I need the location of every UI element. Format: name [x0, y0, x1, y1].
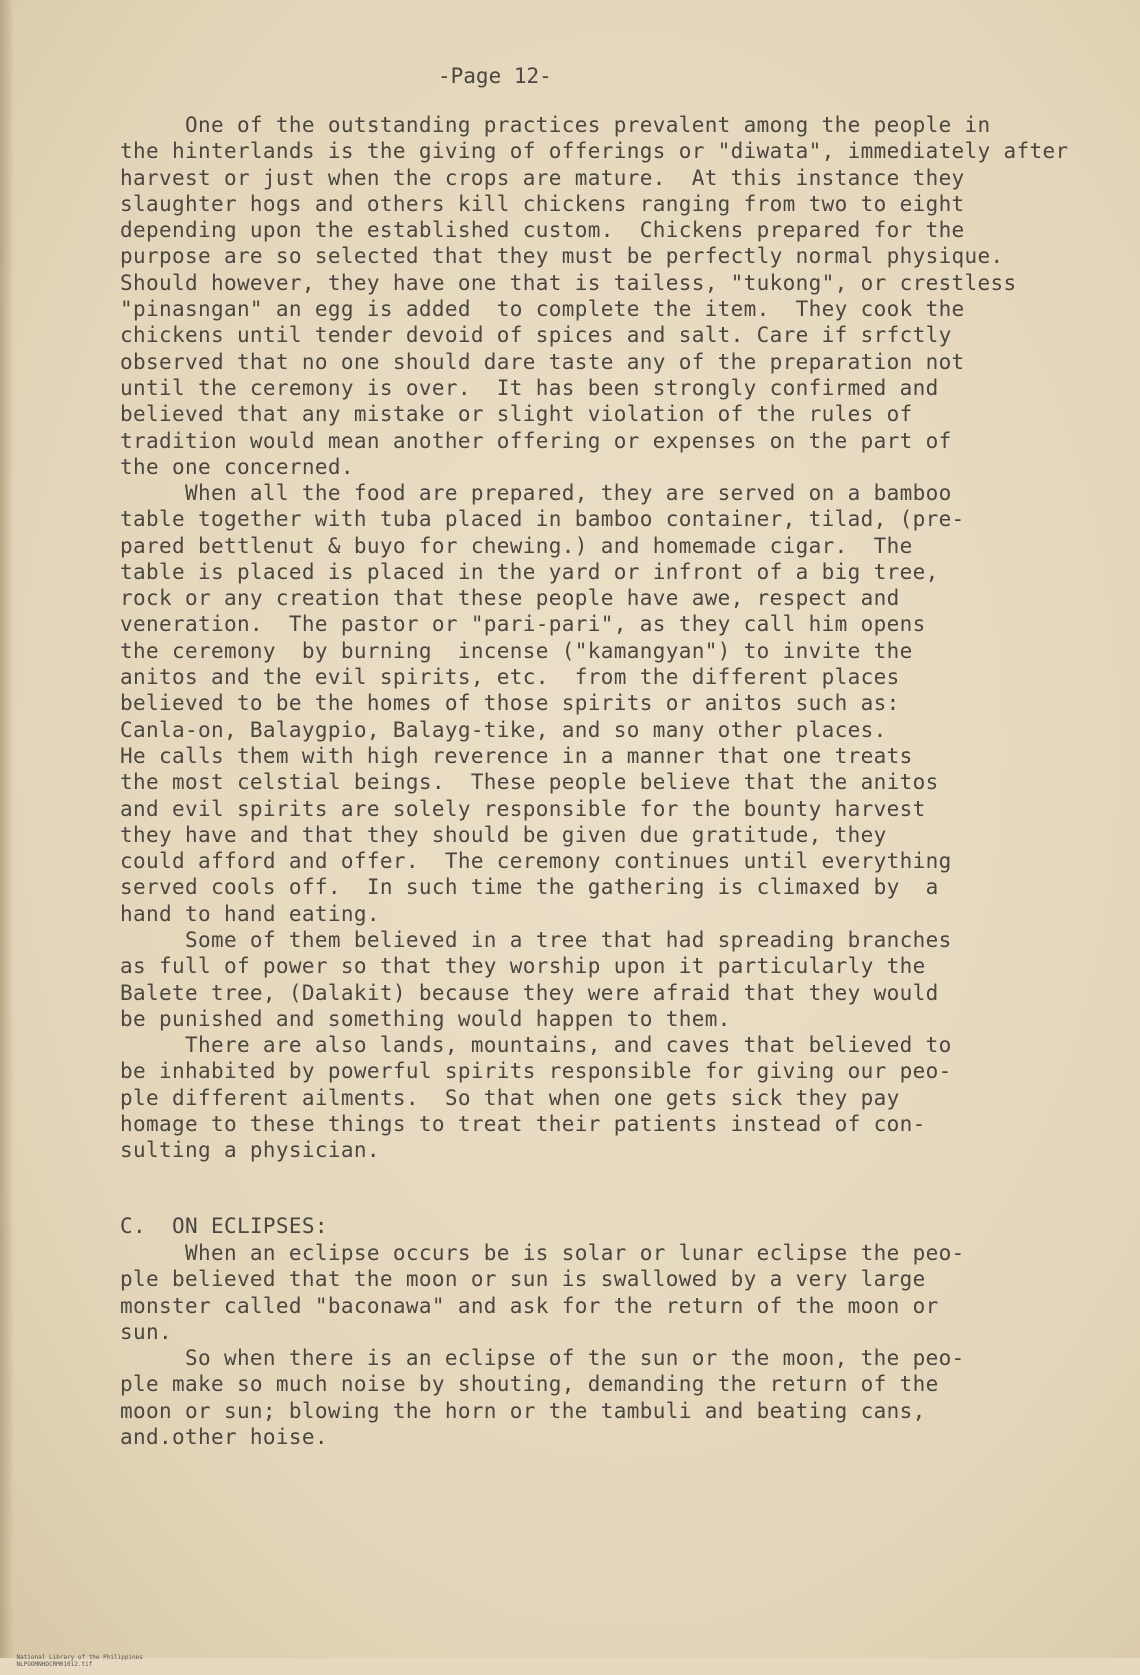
text-line: could afford and offer. The ceremony continues until everything: [120, 849, 952, 874]
paragraph-eclipse-noise: [120, 1345, 965, 1450]
text-line: ple believed that the moon or sun is swallowed by a very large: [120, 1267, 926, 1292]
text-line: slaughter hogs and others kill chickens ranging from two to eight: [120, 191, 965, 216]
text-line: monster called "baconawa" and ask for the return of the moon or: [120, 1293, 939, 1318]
text-line: the most celstial beings. These people believe that the anitos: [120, 770, 939, 795]
paragraph-spirits: [120, 1032, 952, 1163]
text-line: purpose are so selected that they must be perfectly normal physique.: [120, 244, 1004, 269]
scan-footer: [2, 1647, 165, 1675]
text-line: table together with tuba placed in bamboo container, tilad, (pre-: [120, 507, 965, 532]
text-line: depending upon the established custom. Chickens prepared for the: [120, 218, 965, 243]
text-line: served cools off. In such time the gathering is climaxed by a: [120, 875, 939, 900]
text-line: He calls them with high reverence in a manner that one treats: [120, 743, 913, 768]
page-edge-shadow: [0, 0, 14, 1658]
footer-file-id: NLPOOMNHDCRM01012.tif: [16, 1661, 93, 1668]
footer-library: National Library of the Philippines: [16, 1654, 143, 1661]
text-line: "pinasngan" an egg is added to complete the item. They cook the: [120, 297, 965, 322]
text-line: believed that any mistake or slight violation of the rules of: [120, 402, 913, 427]
text-line: the hinterlands is the giving of offerings or "diwata", immediately after: [120, 139, 1069, 164]
paragraph-balete-tree: [120, 927, 952, 1032]
text-line: hand to hand eating.: [120, 901, 380, 926]
page-number: -Page 12-: [438, 64, 552, 88]
text-line: Should however, they have one that is tailess, "tukong", or crestless: [120, 270, 1017, 295]
text-line: rock or any creation that these people have awe, respect and: [120, 586, 900, 611]
section-heading: C. ON ECLIPSES:: [120, 1214, 328, 1238]
text-line: When an eclipse occurs be is solar or lunar eclipse the peo-: [120, 1241, 965, 1265]
text-line: until the ceremony is over. It has been strongly confirmed and: [120, 375, 939, 400]
text-line: be punished and something would happen to them.: [120, 1006, 731, 1031]
text-line: One of the outstanding practices prevalent among the people in: [120, 113, 991, 137]
text-line: the ceremony by burning incense ("kamangyan") to invite the: [120, 638, 913, 663]
paragraph-offerings: [120, 112, 1069, 480]
text-line: table is placed is placed in the yard or infront of a big tree,: [120, 559, 939, 584]
text-line: chickens until tender devoid of spices and salt. Care if srfctly: [120, 323, 952, 348]
text-line: believed to be the homes of those spirits or anitos such as:: [120, 691, 900, 716]
paragraph-ceremony: [120, 480, 965, 927]
text-line: and.other hoise.: [120, 1424, 328, 1449]
text-line: observed that no one should dare taste any of the preparation not: [120, 349, 965, 374]
text-line: harvest or just when the crops are mature. At this instance they: [120, 165, 965, 190]
text-line: When all the food are prepared, they are served on a bamboo: [120, 481, 952, 505]
text-line: and evil spirits are solely responsible for the bounty harvest: [120, 796, 926, 821]
text-line: There are also lands, mountains, and caves that believed to: [120, 1033, 952, 1057]
text-line: Some of them believed in a tree that had spreading branches: [120, 928, 952, 952]
text-line: be inhabited by powerful spirits responsible for giving our peo-: [120, 1059, 952, 1084]
text-line: pared bettlenut & buyo for chewing.) and homemade cigar. The: [120, 533, 913, 558]
text-line: tradition would mean another offering or expenses on the part of: [120, 428, 952, 453]
text-line: veneration. The pastor or "pari-pari", as they call him opens: [120, 612, 926, 637]
text-line: Balete tree, (Dalakit) because they were afraid that they would: [120, 980, 939, 1005]
text-line: ple different ailments. So that when one gets sick they pay: [120, 1085, 900, 1110]
text-line: they have and that they should be given due gratitude, they: [120, 822, 887, 847]
text-line: moon or sun; blowing the horn or the tambuli and beating cans,: [120, 1398, 926, 1423]
section-heading-eclipses: [120, 1213, 328, 1239]
text-line: anitos and the evil spirits, etc. from the different places: [120, 665, 900, 690]
text-line: homage to these things to treat their patients instead of con-: [120, 1111, 926, 1136]
text-line: sulting a physician.: [120, 1138, 380, 1163]
text-line: sun.: [120, 1319, 172, 1344]
text-line: Canla-on, Balaygpio, Balayg-tike, and so many other places.: [120, 717, 887, 742]
text-line: as full of power so that they worship upon it particularly the: [120, 954, 926, 979]
text-line: ple make so much noise by shouting, demanding the return of the: [120, 1372, 939, 1397]
text-line: the one concerned.: [120, 454, 354, 479]
paragraph-eclipse-belief: [120, 1240, 965, 1345]
text-line: So when there is an eclipse of the sun or the moon, the peo-: [120, 1346, 965, 1370]
